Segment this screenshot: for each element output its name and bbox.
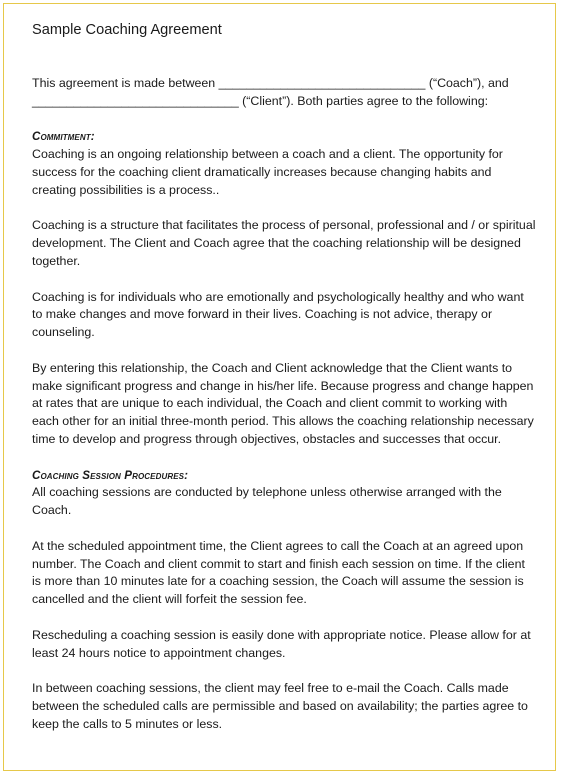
paragraph: Coaching is for individuals who are emotionally and psychologically healthy and who want to make changes and move forward in their lives. Coaching is not advice, therapy or counseling. xyxy=(32,289,524,340)
paragraph: In between coaching sessions, the client may feel free to e-mail the Coach. Calls made between the scheduled calls are permissible and based on availability; the parties agree to keep the calls to 5 minutes or less. xyxy=(32,681,528,731)
section-heading-commitment: Commitment: xyxy=(32,130,95,144)
paragraph: Coaching is a structure that facilitates the process of personal, professional and / or spiritual development. The Client and Coach agree that the coaching relationship will be designed together. xyxy=(32,218,536,268)
document-page xyxy=(3,3,556,771)
paragraph: All coaching sessions are conducted by telephone unless otherwise arranged with the Coach. xyxy=(32,485,502,518)
section-coaching-session-procedures xyxy=(32,467,537,734)
intro-paragraph: This agreement is made between ______________________________ (“Coach”), and ______________________________ (“Client”). Both parties agree to the following: xyxy=(32,76,509,108)
paragraph: Rescheduling a coaching session is easily done with appropriate notice. Please allow for at least 24 hours notice to appointment changes. xyxy=(32,627,531,660)
paragraph: By entering this relationship, the Coach and Client acknowledge that the Client wants to make significant progress and change in his/her life. Because progress and change happen at rates that are unique to each individual, the Coach and client commit to working with each other for an initial three-month period. This allows the coaching relationship necessary time to develop and progress through objectives, obstacles and successes that occur. xyxy=(32,360,534,446)
document-body xyxy=(32,20,537,751)
paragraph: Coaching is an ongoing relationship between a coach and a client. The opportunity for success for the coaching client dramatically increases because changing habits and creating possibilities is a process.. xyxy=(32,147,503,197)
section-commitment xyxy=(32,128,537,448)
paragraph: At the scheduled appointment time, the Client agrees to call the Coach at an agreed upon number. The Coach and client commit to start and finish each session on time. If the client is more than 10 minutes late for a coaching session, the Coach will assume the session is cancelled and the client will forfeit the session fee. xyxy=(32,538,525,607)
document-title: Sample Coaching Agreement xyxy=(32,22,222,38)
section-heading-procedures: Coaching Session Procedures: xyxy=(32,468,189,482)
